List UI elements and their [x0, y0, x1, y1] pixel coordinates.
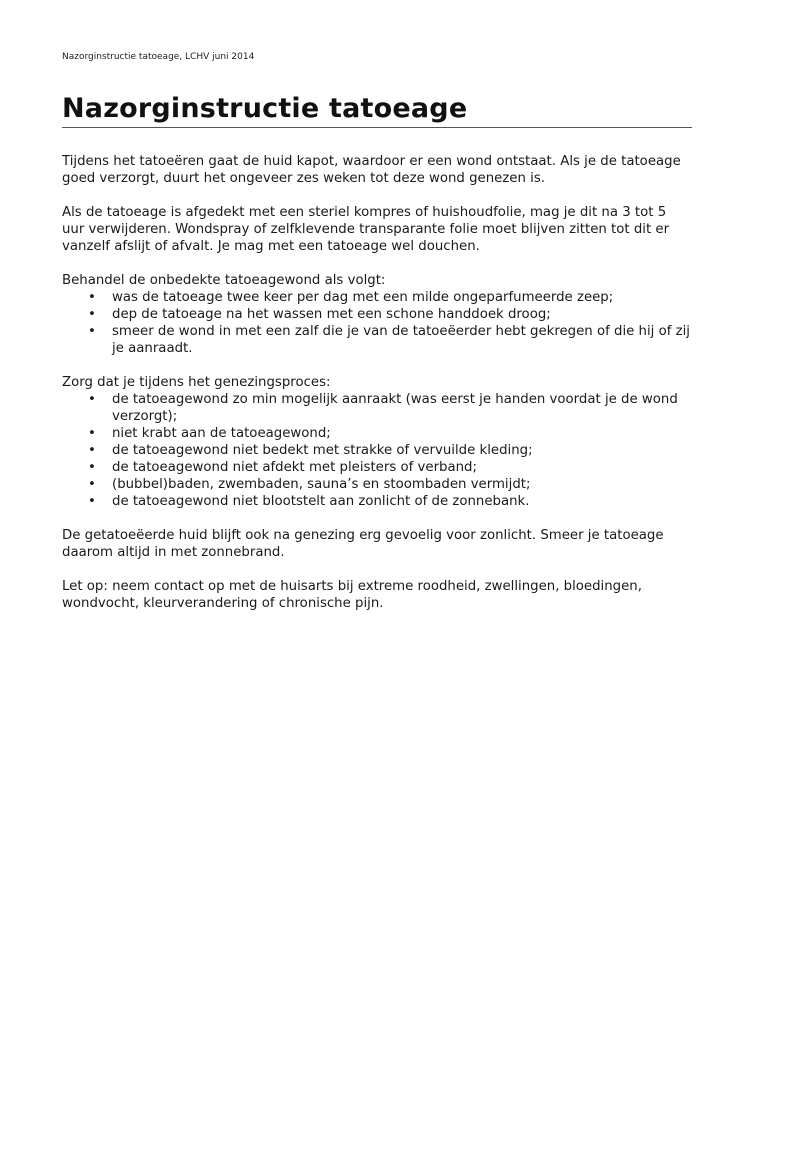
treatment-list [62, 289, 692, 357]
care-list [62, 391, 692, 510]
bullet-icon: • [88, 477, 96, 492]
list-item [62, 391, 692, 425]
care-intro: Zorg dat je tijdens het genezingsproces: [62, 375, 331, 390]
bullet-icon: • [88, 494, 96, 509]
running-header: Nazorginstructie tatoeage, LCHV juni 2014 [62, 52, 255, 62]
list-item-text: was de tatoeage twee keer per dag met een milde ongeparfumeerde zeep; [112, 290, 614, 305]
list-item-text: de tatoeagewond zo min mogelijk aanraakt (was eerst je handen voordat je de wond verzorgt); [112, 392, 678, 424]
bullet-icon: • [88, 460, 96, 475]
list-item-text: de tatoeagewond niet bedekt met strakke of vervuilde kleding; [112, 443, 533, 458]
list-item-text: (bubbel)baden, zwembaden, sauna’s en stoombaden vermijdt; [112, 477, 531, 492]
treatment-intro: Behandel de onbedekte tatoeagewond als volgt: [62, 273, 386, 288]
covering-paragraph: Als de tatoeage is afgedekt met een steriel kompres of huishoudfolie, mag je dit na 3 tot 5 uur verwijderen. Wondspray of zelfklevende transparante folie moet blijven zitten tot dit er vanzelf afslijt of afvalt. Je mag met een tatoeage wel douchen. [62, 205, 670, 254]
bullet-icon: • [88, 426, 96, 441]
list-item-text: dep de tatoeage na het wassen met een schone handdoek droog; [112, 307, 551, 322]
list-item [62, 459, 692, 476]
list-item-text: niet krabt aan de tatoeagewond; [112, 426, 331, 441]
list-item-text: smeer de wond in met een zalf die je van de tatoeëerder hebt gekregen of die hij of zij je aanraadt. [112, 324, 690, 356]
bullet-icon: • [88, 392, 96, 407]
list-item-text: de tatoeagewond niet blootstelt aan zonlicht of de zonnebank. [112, 494, 530, 509]
bullet-icon: • [88, 324, 96, 339]
bullet-icon: • [88, 443, 96, 458]
list-item-text: de tatoeagewond niet afdekt met pleisters of verband; [112, 460, 477, 475]
title-underline [62, 127, 692, 128]
bullet-icon: • [88, 290, 96, 305]
document-body [62, 153, 692, 629]
intro-paragraph: Tijdens het tatoeëren gaat de huid kapot, waardoor er een wond ontstaat. Als je de tatoeage goed verzorgt, duurt het ongeveer zes weken tot deze wond genezen is. [62, 154, 681, 186]
list-item [62, 442, 692, 459]
bullet-icon: • [88, 307, 96, 322]
list-item [62, 476, 692, 493]
list-item [62, 289, 692, 306]
list-item [62, 425, 692, 442]
warning-paragraph: Let op: neem contact op met de huisarts bij extreme roodheid, zwellingen, bloedingen, wondvocht, kleurverandering of chronische pijn. [62, 579, 642, 611]
sun-paragraph: De getatoeëerde huid blijft ook na genezing erg gevoelig voor zonlicht. Smeer je tatoeage daarom altijd in met zonnebrand. [62, 528, 664, 560]
page-title: Nazorginstructie tatoeage [62, 93, 468, 124]
list-item [62, 306, 692, 323]
list-item [62, 323, 692, 357]
list-item [62, 493, 692, 510]
